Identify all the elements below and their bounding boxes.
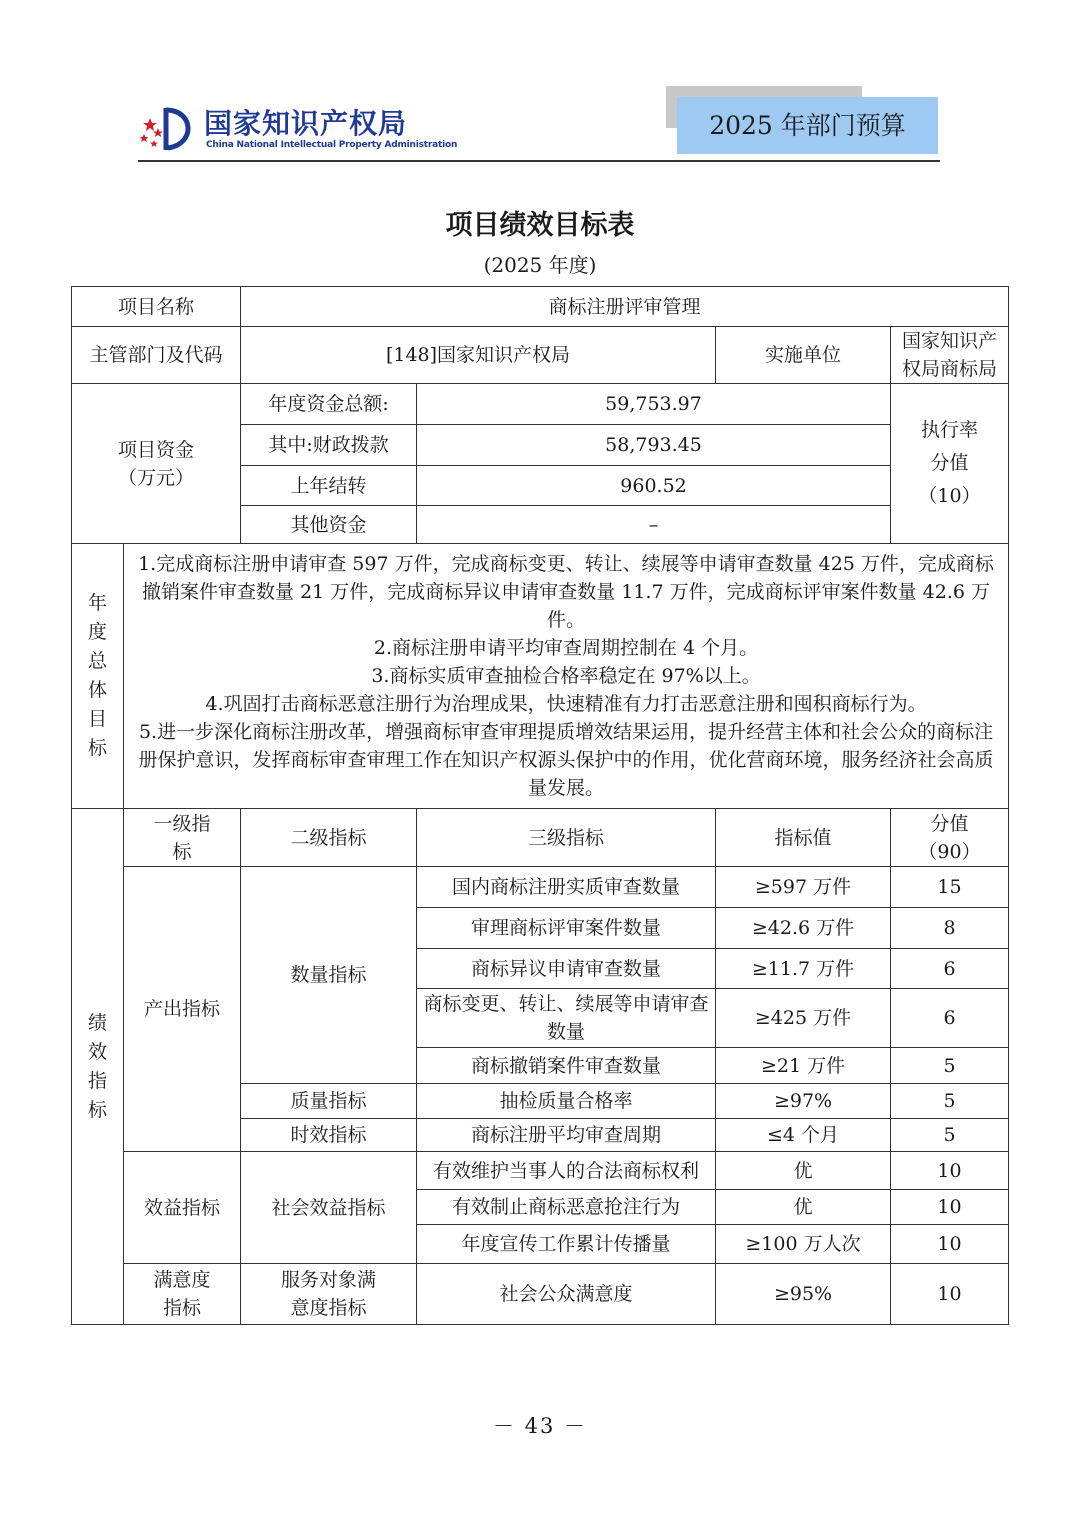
satisfaction-label-cell: [124, 1264, 241, 1325]
header-level1-text: 一级指标: [153, 812, 211, 863]
indicator-name: 年度宣传工作累计传播量: [417, 1225, 716, 1264]
indicator-name: 抽检质量合格率: [417, 1084, 716, 1119]
fund-unit: （万元）: [118, 466, 195, 489]
timeliness-label: 时效指标: [241, 1119, 417, 1152]
header-level2: 二级指标: [241, 809, 417, 867]
fund-label: 项目资金: [118, 438, 195, 461]
indicator-name: 商标异议申请审查数量: [417, 949, 716, 989]
dept-value: [148]国家知识产权局: [241, 327, 716, 384]
exec-rate-line1: 执行率: [921, 419, 979, 441]
goal-item: 3.商标实质审查抽检合格率稳定在 97%以上。: [371, 665, 761, 687]
exec-rate-cell: [891, 384, 1009, 544]
impl-value: 国家知识产权局商标局: [891, 327, 1009, 384]
impl-label: 实施单位: [716, 327, 891, 384]
fund-carry-value: 960.52: [417, 466, 891, 506]
header-value: 指标值: [716, 809, 891, 867]
indicator-score: 10: [891, 1190, 1009, 1225]
quality-label: 质量指标: [241, 1084, 417, 1119]
fund-total-value: 59,753.97: [417, 384, 891, 425]
table-row: [72, 1264, 1009, 1325]
indicator-score: 5: [891, 1084, 1009, 1119]
indicator-name: 国内商标注册实质审查数量: [417, 867, 716, 908]
page-title: 项目绩效目标表: [445, 210, 635, 241]
exec-rate-line3: （10）: [918, 485, 981, 507]
exec-rate-line2: 分值: [930, 452, 969, 474]
header-rule: [138, 160, 940, 162]
satisfaction-label: 满意度指标: [153, 1269, 211, 1319]
cnipa-emblem-icon: [136, 104, 200, 154]
service-label: 服务对象满意度指标: [281, 1269, 377, 1319]
indicator-name: 有效维护当事人的合法商标权利: [417, 1152, 716, 1190]
header-score-line1: 分值: [930, 812, 969, 835]
indicator-value: ≥425 万件: [716, 989, 891, 1048]
budget-year-tag: 2025 年部门预算: [677, 97, 938, 154]
fund-other-value: –: [417, 506, 891, 544]
service-label-cell: [241, 1264, 417, 1325]
annual-goal-label-cell: [72, 544, 124, 809]
table-row: [72, 809, 1009, 867]
page-subtitle: (2025 年度): [483, 253, 597, 277]
fund-other-label: 其他资金: [241, 506, 417, 544]
cnipa-logo: [136, 100, 458, 158]
indicator-value: ≥97%: [716, 1084, 891, 1119]
fund-total-label: 年度资金总额:: [241, 384, 417, 425]
indicator-score: 10: [891, 1264, 1009, 1325]
indicator-name: 社会公众满意度: [417, 1264, 716, 1325]
goal-item: 1.完成商标注册申请审查 597 万件，完成商标变更、转让、续展等申请审查数量 425 万件，完成商标撤销案件审查数量 21 万件，完成商标异议申请审查数量 11.7 万件，完成商标评审案件数量 42.6 万件。: [138, 553, 994, 631]
indicator-value: ≥21 万件: [716, 1048, 891, 1084]
table-row: [72, 544, 1009, 809]
indicator-name: 商标变更、转让、续展等申请审查数量: [417, 989, 716, 1048]
indicator-score: 15: [891, 867, 1009, 908]
performance-table: [71, 286, 1009, 1325]
fund-carry-label: 上年结转: [241, 466, 417, 506]
indicator-score: 10: [891, 1225, 1009, 1264]
page-number: － 43 －: [492, 1414, 588, 1438]
goal-item: 5.进一步深化商标注册改革，增强商标审查审理提质增效结果运用，提升经营主体和社会公众的商标注册保护意识，发挥商标审查审理工作在知识产权源头保护中的作用，优化营商环境，服务经济社会高质量发展。: [138, 721, 994, 799]
indicator-value: 优: [716, 1152, 891, 1190]
table-row: [72, 1152, 1009, 1190]
logo-chinese-text: 国家知识产权局: [204, 107, 408, 140]
social-label: 社会效益指标: [241, 1152, 417, 1264]
annual-goals: [124, 544, 1009, 809]
indicator-name: 商标注册平均审查周期: [417, 1119, 716, 1152]
indicator-name: 有效制止商标恶意抢注行为: [417, 1190, 716, 1225]
indicator-score: 5: [891, 1048, 1009, 1084]
page-header: [0, 0, 1080, 170]
header-score: [891, 809, 1009, 867]
annual-goal-label: 年度总体目标: [87, 592, 107, 759]
goal-item: 4.巩固打击商标恶意注册行为治理成果，快速精准有力打击恶意注册和囤积商标行为。: [205, 693, 927, 715]
indicator-value: 优: [716, 1190, 891, 1225]
indicator-value: ≥42.6 万件: [716, 908, 891, 949]
fund-label-cell: [72, 384, 241, 544]
goal-item: 2.商标注册申请平均审查周期控制在 4 个月。: [373, 637, 759, 659]
fund-fiscal-value: 58,793.45: [417, 425, 891, 466]
indicator-score: 8: [891, 908, 1009, 949]
perf-label-cell: [72, 809, 124, 1325]
indicator-score: 5: [891, 1119, 1009, 1152]
indicator-value: ≥100 万人次: [716, 1225, 891, 1264]
indicator-score: 6: [891, 949, 1009, 989]
indicator-name: 商标撤销案件审查数量: [417, 1048, 716, 1084]
indicator-value: ≤4 个月: [716, 1119, 891, 1152]
table-row: [72, 287, 1009, 327]
table-row: [72, 867, 1009, 908]
table-row: [72, 384, 1009, 425]
project-name-value: 商标注册评审管理: [241, 287, 1009, 327]
indicator-value: ≥597 万件: [716, 867, 891, 908]
fund-fiscal-label: 其中:财政拨款: [241, 425, 417, 466]
indicator-value: ≥11.7 万件: [716, 949, 891, 989]
output-label: 产出指标: [124, 867, 241, 1152]
header-level3: 三级指标: [417, 809, 716, 867]
indicator-score: 6: [891, 989, 1009, 1048]
header-level1: [124, 809, 241, 867]
header-score-line2: （90）: [918, 840, 981, 863]
logo-english-text: China National Intellectual Property Administration: [206, 140, 458, 150]
quantity-label: 数量指标: [241, 867, 417, 1084]
indicator-score: 10: [891, 1152, 1009, 1190]
perf-label: 绩效指标: [87, 1011, 107, 1121]
indicator-name: 审理商标评审案件数量: [417, 908, 716, 949]
project-name-label: 项目名称: [72, 287, 241, 327]
indicator-value: ≥95%: [716, 1264, 891, 1325]
dept-label: 主管部门及代码: [72, 327, 241, 384]
table-row: [72, 327, 1009, 384]
benefit-label: 效益指标: [124, 1152, 241, 1264]
